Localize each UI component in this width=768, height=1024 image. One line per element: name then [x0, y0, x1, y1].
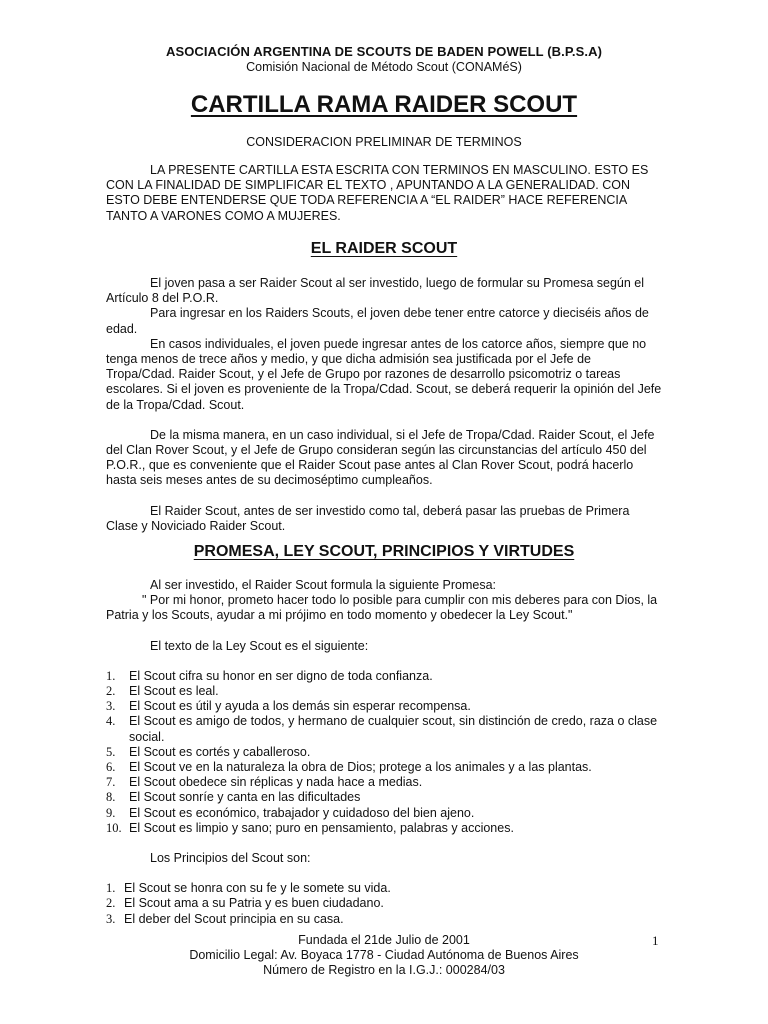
- preliminary-heading: CONSIDERACION PRELIMINAR DE TERMINOS: [246, 135, 522, 149]
- list-item: 2. El Scout es leal.: [106, 684, 219, 699]
- paragraph: El joven pasa a ser Raider Scout al ser investido, luego de formular su Promesa según el Artículo 8 del P.O.R.: [106, 276, 645, 306]
- preliminary-block: [106, 163, 662, 224]
- list-item: 1. El Scout cifra su honor en ser digno de toda confianza.: [106, 668, 433, 683]
- list-item: 5. El Scout es cortés y caballeroso.: [106, 744, 311, 759]
- list-item: 10. El Scout es limpio y sano; puro en pensamiento, palabras y acciones.: [106, 820, 514, 835]
- paragraph: Para ingresar en los Raiders Scouts, el joven debe tener entre catorce y dieciséis años de edad.: [106, 306, 649, 336]
- preliminary-paragraph: LA PRESENTE CARTILLA ESTA ESCRITA CON TERMINOS EN MASCULINO. ESTO ES CON LA FINALIDAD DE SIMPLIFICAR EL TEXTO , APUNTANDO A LA GENERALIDAD. CON ESTO DEBE ENTENDERSE QUE TODA REFERENCIA A “EL RAIDER” HACE REFERENCIA TANTO A VARONES COMO A MUJERES.: [106, 163, 649, 223]
- paragraph: En casos individuales, el joven puede ingresar antes de los catorce años, siempre que no tenga menos de trece años y medio, y que dicha admisión sea justificada por el Jefe de Tropa/Cdad. Raider Scout, y el Jefe de Grupo por razones de desarrollo psicomotriz o tareas escolares. Si el joven es proveniente de la Tropa/Cdad. Scout, se deberá requerir la opinión del Jefe de la Tropa/Cdad. Scout.: [106, 336, 662, 412]
- principles-intro: Los Principios del Scout son:: [150, 851, 311, 866]
- scout-law-list: [106, 669, 662, 836]
- list-item: 1. El Scout se honra con su fe y le somete su vida.: [106, 881, 391, 896]
- promise-text: " Por mi honor, prometo hacer todo lo posible para cumplir con mis deberes para con Dios, la Patria y los Scouts, ayudar a mi prójimo en todo momento y obedecer la Ley Scout.": [106, 593, 658, 623]
- list-item: 6. El Scout ve en la naturaleza la obra de Dios; protege a los animales y a las plantas.: [106, 760, 592, 775]
- promise-section-body: [106, 578, 662, 927]
- footer-address: Domicilio Legal: Av. Boyaca 1778 - Ciudad Autónoma de Buenos Aires: [189, 948, 579, 963]
- raider-section-heading: EL RAIDER SCOUT: [310, 240, 458, 257]
- document-title: CARTILLA RAMA RAIDER SCOUT: [190, 91, 578, 118]
- law-intro: El texto de la Ley Scout es el siguiente:: [150, 638, 369, 653]
- list-item: 9. El Scout es económico, trabajador y cuidadoso del bien ajeno.: [106, 805, 475, 820]
- list-item: 7. El Scout obedece sin réplicas y nada hace a medias.: [106, 775, 423, 790]
- paragraph: El Raider Scout, antes de ser investido como tal, deberá pasar las pruebas de Primera Clase y Noviciado Raider Scout.: [106, 503, 630, 533]
- scout-principles-list: [106, 881, 662, 927]
- footer-founded: Fundada el 21de Julio de 2001: [298, 933, 470, 947]
- list-item: 2. El Scout ama a su Patria y es buen ciudadano.: [106, 896, 384, 911]
- promise-intro: Al ser investido, el Raider Scout formula la siguiente Promesa:: [150, 578, 496, 592]
- page-number: 1: [652, 933, 659, 948]
- raider-section-body: [106, 276, 662, 534]
- list-item: 3. El deber del Scout principia en su casa.: [106, 911, 344, 926]
- commission-name: Comisión Nacional de Método Scout (CONAMéS): [246, 60, 522, 74]
- list-item: 4. El Scout es amigo de todos, y hermano de cualquier scout, sin distinción de credo, raza o clase social.: [106, 714, 658, 744]
- list-item: 3. El Scout es útil y ayuda a los demás sin esperar recompensa.: [106, 699, 471, 714]
- paragraph: De la misma manera, en un caso individual, si el Jefe de Tropa/Cdad. Raider Scout, el Jefe del Clan Rover Scout, y el Jefe de Grupo consideran según las circunstancias del artículo 450 del P.O.R., que es conveniente que el Raider Scout pase antes al Clan Rover Scout, podrá hacerlo hasta seis meses antes de su decimoséptimo cumpleaños.: [106, 427, 655, 488]
- organization-name: ASOCIACIÓN ARGENTINA DE SCOUTS DE BADEN POWELL (B.P.S.A): [165, 44, 603, 59]
- list-item: 8. El Scout sonríe y canta en las dificultades: [106, 790, 361, 805]
- promise-section-heading: PROMESA, LEY SCOUT, PRINCIPIOS Y VIRTUDES: [193, 543, 575, 560]
- footer-registry: Número de Registro en la I.G.J.: 000284/03: [263, 963, 505, 978]
